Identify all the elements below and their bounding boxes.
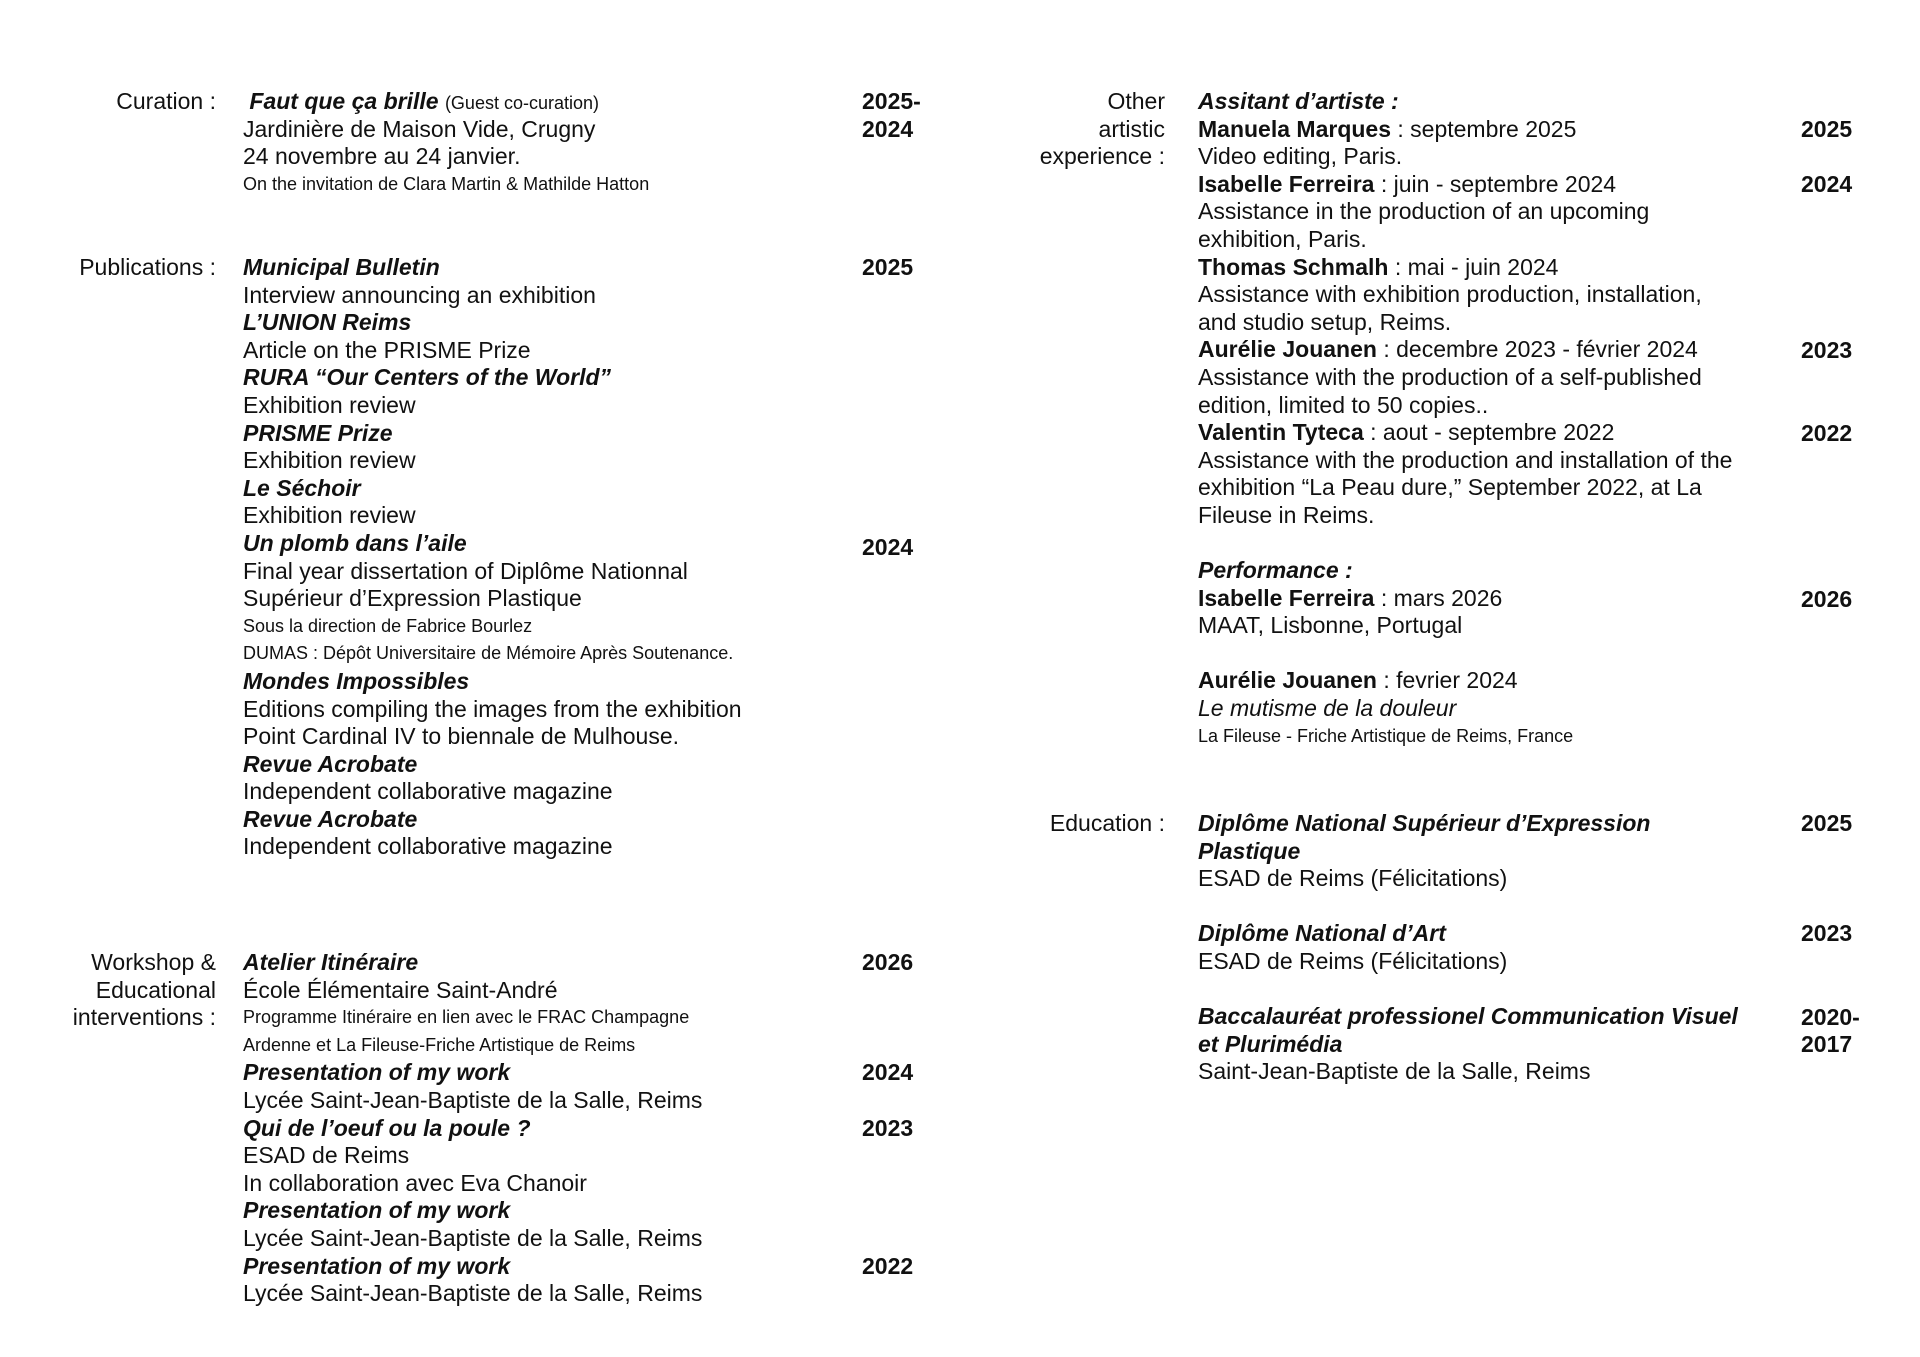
artist-name: Aurélie Jouanen [1198, 667, 1377, 694]
publication-desc: Exhibition review [243, 447, 416, 474]
publication-title: L’UNION Reims [243, 309, 412, 336]
artist-name: Thomas Schmalh [1198, 253, 1389, 280]
publication-small: DUMAS : Dépôt Universitaire de Mémoire Après Soutenance. [243, 643, 734, 664]
workshop-desc: Lycée Saint-Jean-Baptiste de la Salle, Reims [243, 1280, 703, 1307]
workshop-year: 2023 [862, 1115, 914, 1141]
degree-title: Diplôme National d’Art [1198, 920, 1446, 947]
education-year: 2025 [1801, 810, 1853, 836]
curation-year-end: 2024 [862, 116, 914, 142]
publication-desc: Article on the PRISME Prize [243, 336, 531, 363]
curation-label-text: Curation : [116, 88, 216, 114]
curation-year-start: 2025- [862, 88, 921, 114]
degree-school: Saint-Jean-Baptiste de la Salle, Reims [1198, 1058, 1591, 1085]
publication-desc: Final year dissertation of Diplôme Nationnal [243, 557, 688, 584]
curation-line: 24 novembre au 24 janvier. [243, 143, 521, 170]
performance-date: : mars 2026 [1374, 584, 1503, 611]
other-label [1040, 88, 1165, 171]
experience-desc: Assistance in the production of an upcoming [1198, 198, 1650, 225]
experience-date: : juin - septembre 2024 [1374, 170, 1617, 197]
publication-desc: Exhibition review [243, 502, 416, 529]
experience-desc: Assistance with the production and installation of the [1198, 446, 1733, 473]
workshop-desc: École Élémentaire Saint-André [243, 976, 558, 1003]
publication-title: Revue Acrobate [243, 750, 418, 777]
workshop-year: 2022 [862, 1253, 914, 1279]
experience-entry [1198, 419, 1732, 447]
publication-desc: Supérieur d’Expression Plastique [243, 585, 582, 612]
other-heading: Assitant d’artiste : [1198, 88, 1399, 114]
experience-desc: and studio setup, Reims. [1198, 308, 1452, 335]
workshop-section [243, 949, 702, 1308]
experience-desc: exhibition “La Peau dure,” September 2022, at La [1198, 474, 1702, 501]
workshop-label-line: interventions : [72, 1004, 216, 1031]
artist-name: Isabelle Ferreira [1198, 170, 1375, 197]
performance-entry [1198, 585, 1732, 613]
other-label-line: artistic [1098, 115, 1165, 142]
experience-date: : septembre 2025 [1391, 115, 1577, 142]
publications-section [243, 254, 742, 861]
artist-name: Aurélie Jouanen [1198, 336, 1377, 363]
degree-title: Diplôme National Supérieur d’Expression [1198, 810, 1651, 836]
experience-desc: exhibition, Paris. [1198, 225, 1367, 252]
publication-title: Municipal Bulletin [243, 254, 440, 280]
publications-label [79, 254, 216, 282]
publication-title: Le Séchoir [243, 474, 361, 501]
publication-desc: Independent collaborative magazine [243, 778, 613, 805]
education-year: 2023 [1801, 920, 1853, 946]
experience-entry [1198, 116, 1732, 144]
workshop-label [73, 949, 216, 1032]
publication-year: 2024 [862, 534, 914, 560]
publication-title: PRISME Prize [243, 419, 393, 446]
publication-desc: Editions compiling the images from the exhibition [243, 695, 742, 722]
curation-small: On the invitation de Clara Martin & Mathilde Hatton [243, 173, 650, 194]
degree-title: et Plurimédia [1198, 1030, 1343, 1057]
degree-school: ESAD de Reims (Félicitations) [1198, 865, 1508, 892]
workshop-small: Programme Itinéraire en lien avec le FRAC Champagne [243, 1007, 690, 1028]
experience-desc: edition, limited to 50 copies.. [1198, 391, 1489, 418]
publication-title: Un plomb dans l’aile [243, 529, 467, 556]
publication-title: Revue Acrobate [243, 805, 418, 832]
education-year-start: 2020- [1801, 1004, 1860, 1030]
experience-desc: Assistance with the production of a self-published [1198, 363, 1702, 390]
workshop-title: Presentation of my work [243, 1252, 511, 1279]
publication-small: Sous la direction de Fabrice Bourlez [243, 615, 533, 636]
performance-entry [1198, 667, 1732, 695]
degree-title: Plastique [1198, 837, 1301, 864]
publication-desc: Exhibition review [243, 391, 416, 418]
degree-school: ESAD de Reims (Félicitations) [1198, 947, 1508, 974]
performance-year: 2026 [1801, 586, 1853, 612]
workshop-title: Presentation of my work [243, 1197, 511, 1224]
publication-desc: Interview announcing an exhibition [243, 281, 596, 308]
workshop-desc: ESAD de Reims [243, 1142, 410, 1169]
curation-section [243, 88, 649, 198]
workshop-title: Presentation of my work [243, 1059, 511, 1086]
experience-desc: Fileuse in Reims. [1198, 501, 1375, 528]
experience-year: 2022 [1801, 420, 1853, 446]
experience-year: 2025 [1801, 116, 1853, 142]
publication-desc: Independent collaborative magazine [243, 833, 613, 860]
workshop-title: Atelier Itinéraire [243, 949, 419, 975]
experience-date: : aout - septembre 2022 [1363, 419, 1615, 446]
artist-name: Valentin Tyteca [1198, 419, 1364, 446]
performance-heading: Performance : [1198, 557, 1353, 584]
education-label-text: Education : [1049, 810, 1165, 836]
curation-line: Jardinière de Maison Vide, Crugny [243, 115, 596, 142]
spacer [1198, 640, 1732, 668]
experience-entry [1198, 254, 1732, 282]
experience-entry [1198, 171, 1732, 199]
other-section [1198, 88, 1732, 750]
workshop-year: 2024 [862, 1059, 914, 1085]
spacer [1198, 530, 1732, 558]
workshop-label-line: Workshop & [91, 949, 216, 975]
publication-title: Mondes Impossibles [243, 667, 470, 694]
degree-title: Baccalauréat professionel Communication Visuel [1198, 1003, 1738, 1030]
curation-label [116, 88, 216, 116]
experience-date: : mai - juin 2024 [1388, 253, 1559, 280]
workshop-desc: Lycée Saint-Jean-Baptiste de la Salle, Reims [243, 1086, 703, 1113]
spacer [1198, 893, 1738, 921]
experience-entry [1198, 336, 1732, 364]
performance-date: : fevrier 2024 [1376, 667, 1518, 694]
experience-desc: Assistance with exhibition production, installation, [1198, 281, 1702, 308]
performance-work-title: Le mutisme de la douleur [1198, 695, 1457, 722]
workshop-desc: Lycée Saint-Jean-Baptiste de la Salle, Reims [243, 1224, 703, 1251]
workshop-year: 2026 [862, 949, 914, 975]
curation-title-line [243, 88, 649, 116]
publication-year: 2025 [862, 254, 914, 280]
education-label [1050, 810, 1165, 838]
curation-note: (Guest co-curation) [444, 93, 599, 113]
workshop-small: Ardenne et La Fileuse-Friche Artistique de Reims [243, 1034, 636, 1055]
curation-title: Faut que ça brille [249, 88, 439, 114]
education-year-end: 2017 [1801, 1031, 1853, 1057]
workshop-label-line: Educational [95, 976, 216, 1003]
publication-desc: Point Cardinal IV to biennale de Mulhouse. [243, 723, 680, 750]
artist-name: Isabelle Ferreira [1198, 584, 1375, 611]
performance-desc: MAAT, Lisbonne, Portugal [1198, 612, 1463, 639]
artist-name: Manuela Marques [1198, 115, 1391, 142]
publications-label-text: Publications : [79, 254, 216, 280]
experience-desc: Video editing, Paris. [1198, 143, 1403, 170]
experience-year: 2023 [1801, 337, 1853, 363]
education-section [1198, 810, 1738, 1086]
spacer [1198, 976, 1738, 1004]
publication-title: RURA “Our Centers of the World” [243, 364, 612, 391]
performance-venue: La Fileuse - Friche Artistique de Reims, France [1198, 725, 1574, 746]
workshop-desc: In collaboration avec Eva Chanoir [243, 1169, 587, 1196]
other-label-line: Other [1107, 88, 1165, 114]
experience-year: 2024 [1801, 171, 1853, 197]
workshop-title: Qui de l’oeuf ou la poule ? [243, 1114, 531, 1141]
experience-date: : decembre 2023 - février 2024 [1376, 336, 1698, 363]
other-label-line: experience : [1039, 143, 1165, 170]
